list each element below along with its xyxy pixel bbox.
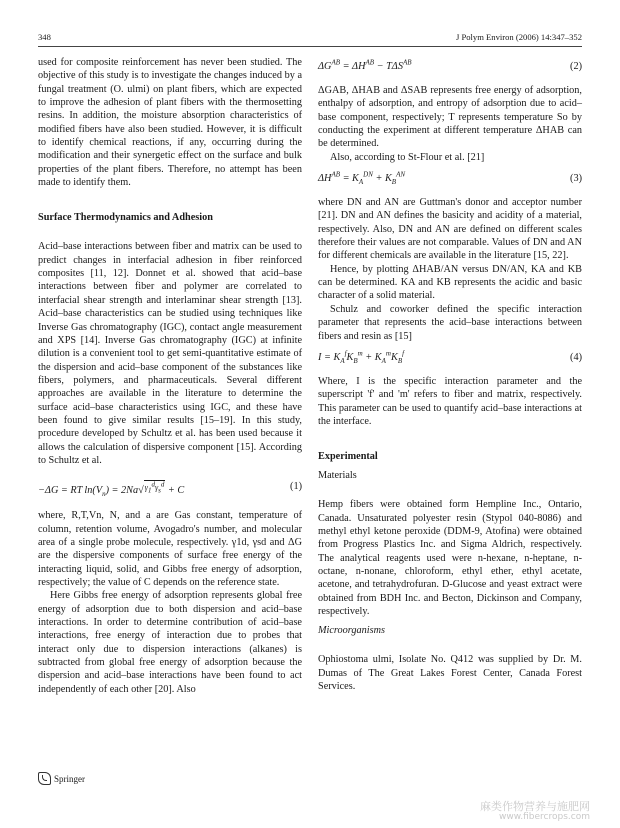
page-number: 348 <box>38 32 51 42</box>
intro-paragraph-end: used for composite reinforcement has never been studied. The objective of this study is to investigate the changes induced by a fungal treatment (O. ulmi) on plant fibers, which are expected to improve the adhesion of plant fibers with the thermosetting resins. In addition, the moisture absorption characteristics of modified fibers have also been studied. However, it is difficult to identify chemical reactions, if any, occurring during the modification and their synergetic effect on the surface and bulk properties of the plant fibers. Therefore, no attempt has been made to identify them. <box>38 57 302 189</box>
page-footer <box>38 772 85 785</box>
springer-logo-icon <box>38 772 51 785</box>
schulz-paragraph: Schulz and coworker defined the specific interaction parameter that represents the acid–base interactions between fibers and resin as [15] <box>318 303 582 342</box>
dn-an-paragraph: where DN and AN are Guttman's donor and acceptor number [21]. DN and AN defines the basicity and acidity of a material, respectively. Also, DN and AN are defined on different scales therefore their values are not comparable. Values of DN and AN for different chemicals are available in the literature [15, 22]. <box>318 197 582 262</box>
microorganisms-paragraph: Ophiostoma ulmi, Isolate No. Q412 was supplied by Dr. M. Dumas of The Great Lakes Forest Center, Canada Forest Services. <box>318 654 582 692</box>
equation-4-formula: $I = K_A^fK_B^m + K_A^mK_B^f$ <box>318 349 405 365</box>
running-header <box>38 32 582 46</box>
equation-1-formula: −ΔG = RT $\ln(V_n) = 2Na√\gamma_1^d\gamma_s^d + C$ <box>38 480 185 499</box>
equation-4 <box>318 349 582 369</box>
equation-2 <box>318 58 582 78</box>
equation-3-formula: $\Delta H^{AB} = K_A^{DN} + K_B^{AN}$ <box>318 170 406 187</box>
equation-1 <box>38 473 302 503</box>
right-column <box>318 56 582 693</box>
materials-paragraph: Hemp fibers were obtained form Hempline Inc., Ontario, Canada. Unsaturated polyester resin (Stypol 040-8086) and methyl ethyl ketone peroxide (DDM-9, Atofina) were obtained from Progress Plastics Inc. and Sigma Aldrich, respectively. The analytical reagents used were n-hexane, n-heptane, n-octane, n-nonane, chloroform, ethyl ether, ethyl acetate, acetone, and tetrahydrofuran. D-Glucose and yeast extract were obtained from BDH Inc. and Becton, Dickinson and Company, respectively. <box>318 499 582 617</box>
left-column <box>38 56 302 696</box>
subheading-materials: Materials <box>318 470 357 482</box>
gibbs-paragraph: Here Gibbs free energy of adsorption represents global free energy of adsorption due to both dispersion and acid–base interactions. In order to determine contribution of acid–base interactions, free energy of interaction due to probes that interact only due to dispersion interactions (alkanes) is subtracted from global free energy of adsorption because the dispersion and acid–base interactions have been found to act independently of each other [20]. Also <box>38 590 302 695</box>
section-heading-surface-thermodynamics: Surface Thermodynamics and Adhesion <box>38 212 213 224</box>
equation-2-number: (2) <box>570 61 582 72</box>
acid-base-paragraph: Acid–base interactions between fiber and matrix can be used to predict changes in interfacial adhesion in fiber reinforced composites [11, 12]. Donnet et al. showed that acid–base interactions between fiber and polymer are correlated to interfacial shear strength and interlaminar shear strength [13]. Acid–base characteristics can be studied using techniques like Inverse Gas chromatography (IGC), contact angle measurement and XPS [14]. Inverse Gas chromatography (IGC) at infinite dilution is a convenient tool to get semi-quantitative estimate of the dispersion and acid–base component of the substances like fibers, polymers, and pharmaceuticals. Several different approaches are available in the literature to determine the surface acid–base characteristics using IGC, and these have been found to give similar results [15–19]. In this study, procedure developed by Schultz et al. has been used because it allows the calculation of dispersive component [15]. According to Schultz et al. <box>38 241 302 466</box>
equation-1-number: (1) <box>290 481 302 493</box>
plotting-paragraph: Hence, by plotting ΔHAB/AN versus DN/AN, KA and KB can be determined. KA and KB represents the acidic and basic character of a solid material. <box>318 263 582 302</box>
watermark-chinese: 麻类作物营养与施肥网 <box>480 800 590 813</box>
equation-4-number: (4) <box>570 351 582 363</box>
watermark-url: www.fibercrops.com <box>499 812 590 822</box>
publisher-name: Springer <box>54 773 85 784</box>
equation-3 <box>318 170 582 190</box>
header-rule <box>38 46 582 47</box>
equation-3-number: (3) <box>570 173 582 185</box>
interaction-parameter-paragraph: Where, I is the specific interaction parameter and the superscript 'f' and 'm' refers to fiber and matrix, respectively. This parameter can be used to quantify acid–base interactions at the interface. <box>318 375 582 427</box>
ab-thermo-paragraph: ΔGAB, ΔHAB and ΔSAB represents free energy of adsorption, enthalpy of adsorption, and entropy of adsorption due to acid–base component, respectively; T represents temperature So by conducting the experiment at different temperature ΔHAB can be determined. <box>318 85 582 150</box>
equation-2-formula: $\Delta G^{AB} = \Delta H^{AB} - T\Delta S^{AB}$ <box>318 58 412 72</box>
journal-citation: J Polym Environ (2006) 14:347–352 <box>455 32 582 42</box>
section-heading-experimental: Experimental <box>318 451 378 463</box>
subheading-microorganisms: Microorganisms <box>318 625 386 637</box>
variables-paragraph: where, R,T,Vn, N, and a are Gas constant, temperature of column, retention volume, Avogadro's number, and molecular area of a single probe molecule, respectively. γ1d, γsd and ΔG are the dispersive components of surface free energy of the interacting liquid, solid, and Gibbs free energy of adsorption, respectively; the value of C depends on the reference state. <box>38 510 302 588</box>
st-flour-paragraph: Also, according to St-Flour et al. [21] <box>330 151 485 163</box>
